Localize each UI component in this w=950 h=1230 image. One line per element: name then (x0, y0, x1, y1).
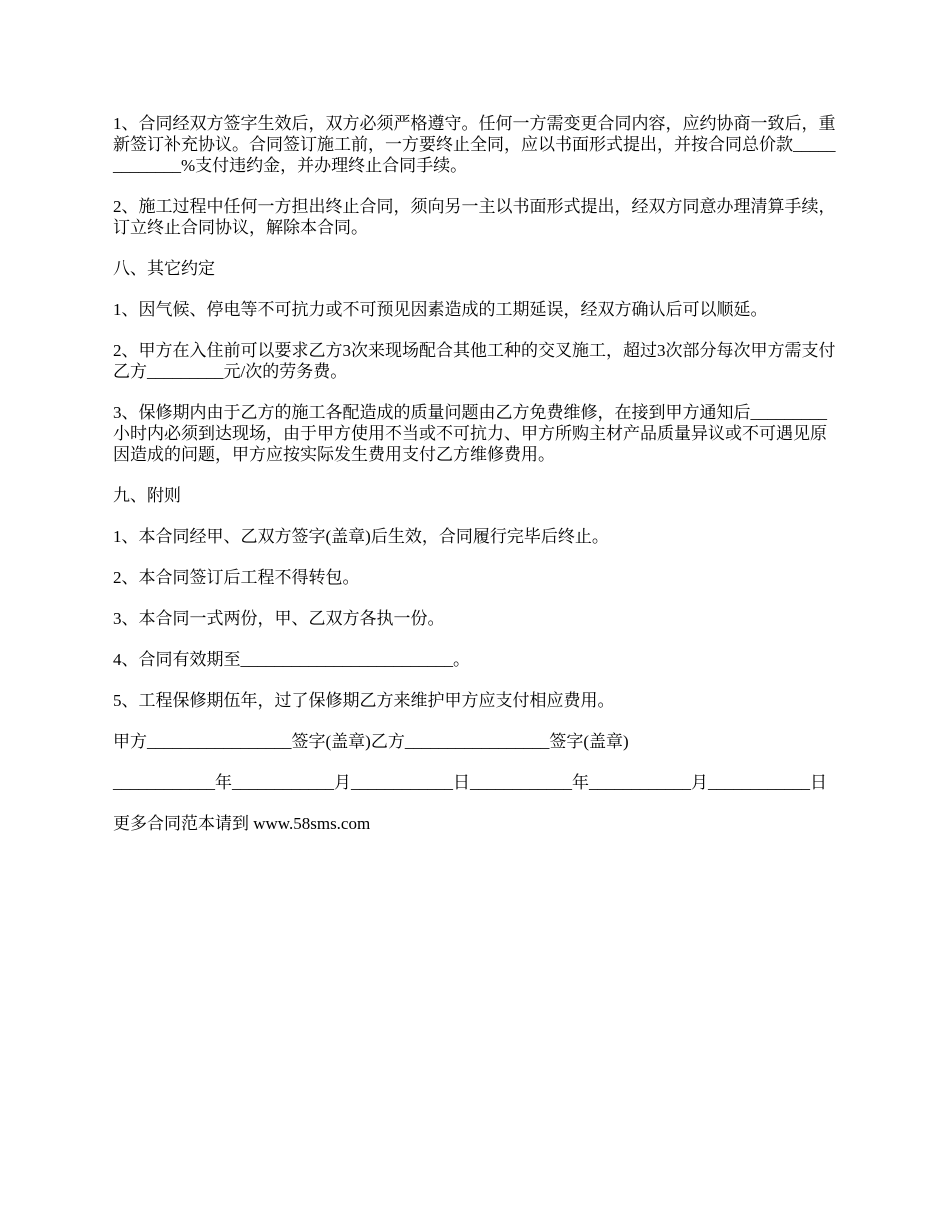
clause-termination-by-agreement: 1、合同经双方签字生效后，双方必须严格遵守。任何一方需变更合同内容，应约协商一致后，重新签订补充协议。合同签订施工前，一方要终止全同，应以书面形式提出，并按合同总价款_____________%支付违约金，并办理终止合同手续。 (113, 114, 836, 175)
clause-no-subcontract: 2、本合同签订后工程不得转包。 (113, 568, 360, 587)
contract-page (113, 113, 839, 854)
section-heading-supplementary: 九、附则 (113, 486, 181, 505)
clause-cross-construction: 2、甲方在入住前可以要求乙方3次来现场配合其他工种的交叉施工，超过3次部分每次甲方需支付乙方_________元/次的劳务费。 (113, 341, 836, 381)
clause-copies: 3、本合同一式两份，甲、乙双方各执一份。 (113, 609, 445, 628)
clause-force-majeure: 1、因气候、停电等不可抗力或不可预见因素造成的工期延误，经双方确认后可以顺延。 (113, 300, 768, 319)
signature-line: 甲方_________________签字(盖章)乙方_________________签字(盖章) (113, 732, 629, 751)
clause-warranty-repair: 3、保修期内由于乙方的施工各配造成的质量问题由乙方免费维修，在接到甲方通知后_________小时内必须到达现场，由于甲方使用不当或不可抗力、甲方所购主材产品质量异议或不可遇见原因造成的问题，甲方应按实际发生费用支付乙方维修费用。 (113, 403, 827, 464)
date-line: ____________年____________月____________日____________年____________月____________日 (113, 773, 827, 792)
footer-more-templates: 更多合同范本请到 www.58sms.com (113, 814, 371, 833)
clause-validity-period: 4、合同有效期至_________________________。 (113, 650, 470, 669)
section-heading-other-agreements: 八、其它约定 (113, 259, 215, 278)
clause-warranty-period: 5、工程保修期伍年，过了保修期乙方来维护甲方应支付相应费用。 (113, 691, 615, 710)
clause-effective: 1、本合同经甲、乙双方签字(盖章)后生效，合同履行完毕后终止。 (113, 527, 609, 546)
clause-termination-during-construction: 2、施工过程中任何一方担出终止合同，须向另一主以书面形式提出，经双方同意办理清算手续，订立终止合同协议，解除本合同。 (113, 197, 836, 237)
